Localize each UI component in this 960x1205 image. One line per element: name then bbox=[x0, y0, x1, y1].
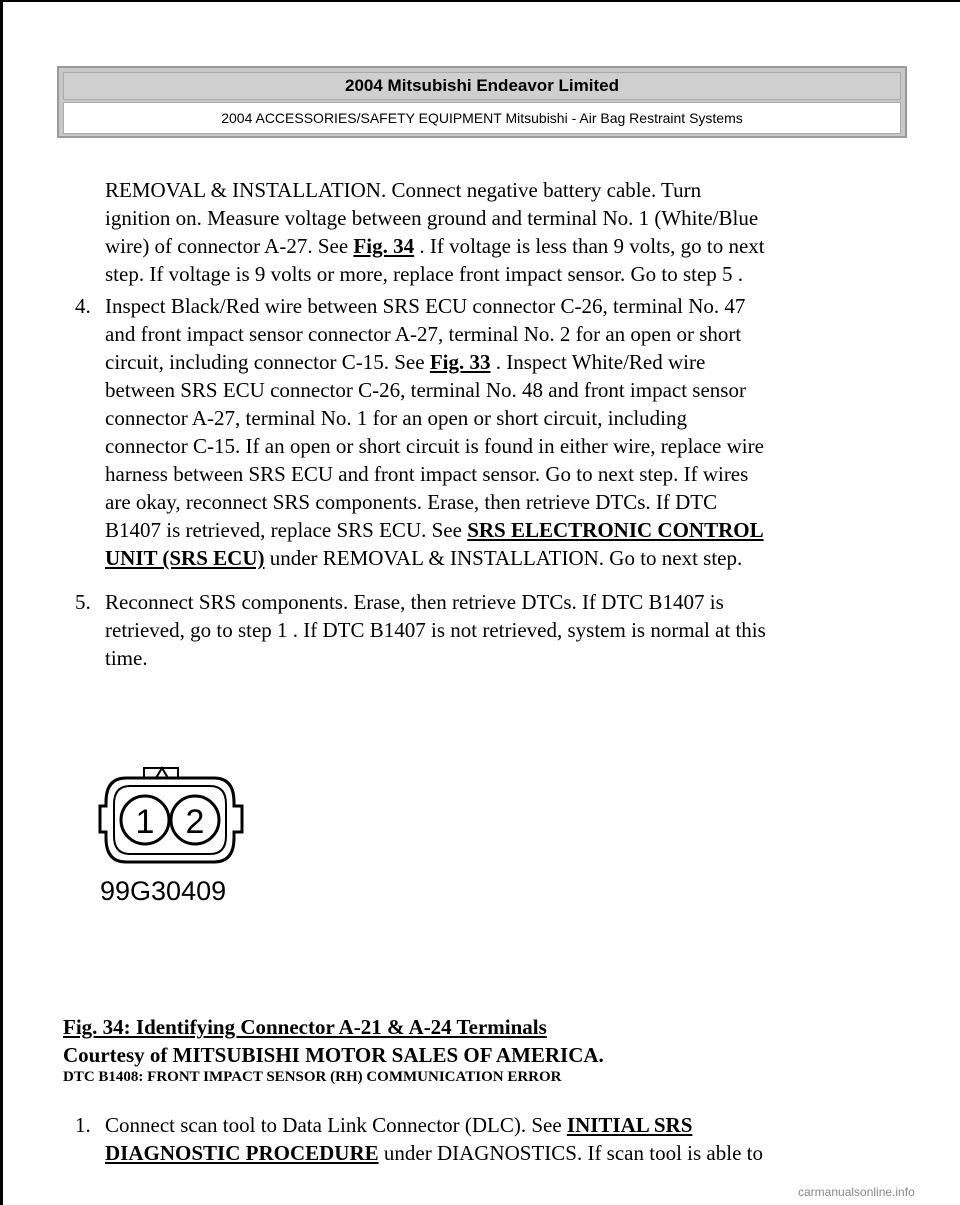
step-4-line: connector C-15. If an open or short circuit is found in either wire, replace wire bbox=[105, 434, 764, 458]
page-border-left bbox=[0, 0, 3, 1205]
srs-ecu-link-continued[interactable]: UNIT (SRS ECU) bbox=[105, 546, 265, 570]
srs-ecu-link[interactable]: SRS ELECTRONIC CONTROL bbox=[467, 518, 764, 542]
continued-line-2: ignition on. Measure voltage between ground and terminal No. 1 (White/Blue bbox=[105, 206, 759, 230]
step-4-line: connector A-27, terminal No. 1 for an open or short circuit, including bbox=[105, 406, 688, 430]
step-4-line: and front impact sensor connector A-27, terminal No. 2 for an open or short bbox=[105, 322, 742, 346]
dtc-step-1-line bbox=[105, 1139, 763, 1167]
page-border-top bbox=[0, 0, 960, 2]
connector-figure bbox=[96, 762, 246, 912]
text: . Inspect White/Red wire bbox=[490, 350, 706, 374]
step-5 bbox=[105, 588, 766, 672]
header-title: 2004 Mitsubishi Endeavor Limited bbox=[63, 72, 901, 100]
step-4-line: are okay, reconnect SRS components. Erase, then retrieve DTCs. If DTC bbox=[105, 490, 718, 514]
text: wire) of connector A-27. See bbox=[105, 234, 354, 258]
pin-1-label: 1 bbox=[135, 803, 155, 841]
continued-line-4: step. If voltage is 9 volts or more, replace front impact sensor. Go to step 5 . bbox=[105, 262, 744, 286]
step-4-line bbox=[105, 348, 764, 376]
connector-diagram bbox=[96, 762, 246, 912]
step-4-number: 4. bbox=[75, 294, 91, 318]
initial-srs-link[interactable]: INITIAL SRS bbox=[566, 1113, 693, 1137]
text: B1407 is retrieved, replace SRS ECU. See bbox=[105, 518, 468, 542]
step-5-line: Reconnect SRS components. Erase, then retrieve DTCs. If DTC B1407 is bbox=[105, 590, 724, 614]
fig-34-link[interactable]: Fig. 34 bbox=[353, 234, 415, 258]
step-4-line bbox=[105, 544, 764, 572]
fig-33-link[interactable]: Fig. 33 bbox=[429, 350, 491, 374]
figure-caption-courtesy: Courtesy of MITSUBISHI MOTOR SALES OF AMERICA. bbox=[63, 1043, 604, 1067]
text: Connect scan tool to Data Link Connector (DLC). See bbox=[105, 1113, 567, 1137]
figure-caption bbox=[63, 1013, 604, 1069]
step-4-line: Inspect Black/Red wire between SRS ECU connector C-26, terminal No. 47 bbox=[105, 294, 746, 318]
text: under REMOVAL & INSTALLATION. Go to next step. bbox=[264, 546, 743, 570]
document-header bbox=[57, 66, 907, 138]
continued-line-1: REMOVAL & INSTALLATION. Connect negative battery cable. Turn bbox=[105, 178, 702, 202]
text: circuit, including connector C-15. See bbox=[105, 350, 430, 374]
step-5-line: time. bbox=[105, 646, 148, 670]
step-4 bbox=[105, 292, 764, 572]
step-5-number: 5. bbox=[75, 590, 91, 614]
text: under DIAGNOSTICS. If scan tool is able to bbox=[378, 1141, 763, 1165]
dtc-heading: DTC B1408: FRONT IMPACT SENSOR (RH) COMMUNICATION ERROR bbox=[63, 1069, 562, 1085]
header-subtitle: 2004 ACCESSORIES/SAFETY EQUIPMENT Mitsubishi - Air Bag Restraint Systems bbox=[63, 102, 901, 134]
step-4-line bbox=[105, 516, 764, 544]
pin-2-label: 2 bbox=[185, 803, 205, 841]
step-5-line: retrieved, go to step 1 . If DTC B1407 is not retrieved, system is normal at this bbox=[105, 618, 766, 642]
figure-caption-title: Fig. 34: Identifying Connector A-21 & A-24 Terminals bbox=[63, 1015, 547, 1039]
text: . If voltage is less than 9 volts, go to next bbox=[414, 234, 765, 258]
diagnostic-procedure-link[interactable]: DIAGNOSTIC PROCEDURE bbox=[105, 1141, 379, 1165]
continued-step bbox=[105, 176, 765, 288]
dtc-step-1-line bbox=[105, 1111, 763, 1139]
dtc-step-1-number: 1. bbox=[75, 1113, 91, 1137]
dtc-step-1 bbox=[105, 1111, 763, 1167]
watermark: carmanualsonline.info bbox=[798, 1185, 915, 1199]
step-4-line: harness between SRS ECU and front impact sensor. Go to next step. If wires bbox=[105, 462, 749, 486]
figure-code: 99G30409 bbox=[100, 876, 227, 906]
continued-line-3 bbox=[105, 232, 765, 260]
step-4-line: between SRS ECU connector C-26, terminal No. 48 and front impact sensor bbox=[105, 378, 746, 402]
